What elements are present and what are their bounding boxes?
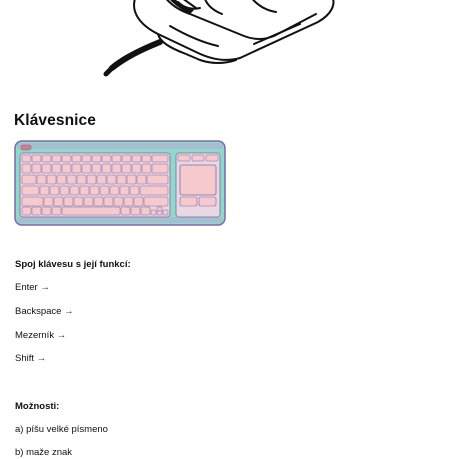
keyboard-illustration	[14, 140, 226, 226]
computer-mouse-illustration	[100, 0, 350, 82]
options-heading: Možnosti:	[15, 401, 60, 412]
key-item-enter: Enter →	[15, 282, 50, 293]
key-item-shift: Shift →	[15, 353, 47, 364]
option-item: a) píšu velké písmeno	[15, 424, 108, 435]
section-title: Klávesnice	[14, 112, 96, 129]
key-item-backspace: Backspace →	[15, 306, 74, 317]
instruction-text: Spoj klávesu s její funkcí:	[15, 259, 131, 270]
option-item: b) maže znak	[15, 447, 73, 458]
key-item-spacebar: Mezerník →	[15, 330, 67, 341]
